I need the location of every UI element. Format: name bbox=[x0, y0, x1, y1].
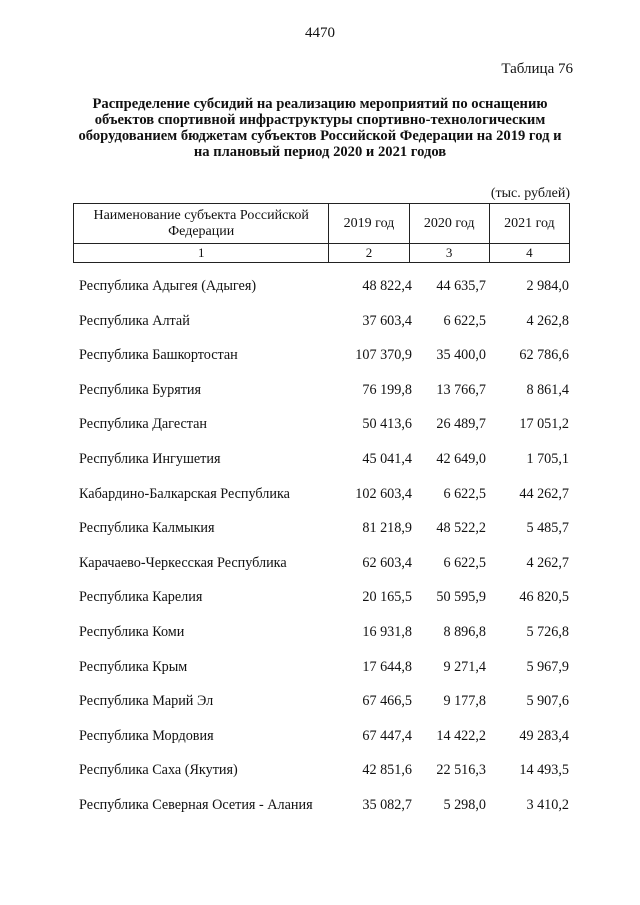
header-num-2: 2 bbox=[329, 244, 409, 263]
value-2021: 2 984,0 bbox=[526, 278, 569, 294]
units-label: (тыс. рублей) bbox=[490, 186, 570, 201]
subject-name: Кабардино-Балкарская Республика bbox=[79, 485, 290, 502]
subject-name: Республика Карелия bbox=[79, 589, 203, 606]
value-2019: 48 822,4 bbox=[362, 278, 412, 294]
value-2020: 44 635,7 bbox=[436, 278, 486, 294]
value-2021: 5 967,9 bbox=[526, 658, 569, 675]
value-2021: 4 262,8 bbox=[526, 312, 569, 329]
value-2020: 22 516,3 bbox=[436, 762, 486, 779]
value-2019: 67 466,5 bbox=[362, 693, 412, 710]
value-2019: 20 165,5 bbox=[362, 589, 412, 606]
subject-name: Республика Бурятия bbox=[79, 381, 202, 398]
value-2019: 102 603,4 bbox=[355, 485, 412, 502]
table-label: Таблица 76 bbox=[501, 61, 573, 77]
table-row bbox=[0, 685, 640, 720]
table-row bbox=[0, 547, 640, 582]
table-row bbox=[0, 512, 640, 547]
table-row bbox=[0, 754, 640, 789]
value-2021: 14 493,5 bbox=[519, 762, 569, 779]
table-row bbox=[0, 270, 640, 305]
table-row bbox=[0, 305, 640, 340]
value-2019: 81 218,9 bbox=[362, 520, 412, 537]
value-2019: 67 447,4 bbox=[362, 727, 412, 744]
document-title: Распределение субсидий на реализацию мероприятий по оснащению объектов спортивной инфраструктуры спортивно-технологическим оборудованием бюджетам субъектов Российской Федерации на 2019 год и на плановый период 2020 и 2021 годов bbox=[78, 96, 562, 160]
page-number: 4470 bbox=[305, 25, 335, 41]
subject-name: Республика Саха (Якутия) bbox=[79, 762, 238, 779]
value-2020: 48 522,2 bbox=[436, 520, 486, 537]
value-2020: 6 622,5 bbox=[443, 485, 486, 502]
value-2020: 8 896,8 bbox=[443, 623, 486, 640]
header-subject-name: Наименование субъекта Российской Федерации bbox=[74, 204, 329, 244]
table-row bbox=[0, 374, 640, 409]
subject-name: Карачаево-Черкесская Республика bbox=[79, 554, 287, 571]
subject-name: Республика Марий Эл bbox=[79, 693, 214, 710]
value-2019: 50 413,6 bbox=[362, 416, 412, 433]
value-2019: 37 603,4 bbox=[362, 312, 412, 329]
subject-name: Республика Калмыкия bbox=[79, 520, 215, 537]
value-2020: 26 489,7 bbox=[436, 416, 486, 433]
table-row bbox=[0, 408, 640, 443]
subject-name: Республика Северная Осетия - Алания bbox=[79, 796, 313, 813]
value-2019: 42 851,6 bbox=[362, 762, 412, 779]
header-num-1: 1 bbox=[74, 244, 329, 263]
value-2019: 76 199,8 bbox=[362, 381, 412, 398]
value-2019: 35 082,7 bbox=[362, 796, 412, 813]
subject-name: Республика Крым bbox=[79, 658, 188, 675]
table-body bbox=[0, 270, 640, 824]
value-2021: 5 907,6 bbox=[526, 693, 569, 710]
value-2019: 45 041,4 bbox=[362, 450, 412, 467]
value-2020: 14 422,2 bbox=[436, 727, 486, 744]
value-2021: 17 051,2 bbox=[519, 416, 569, 433]
value-2020: 42 649,0 bbox=[436, 450, 486, 467]
table-row bbox=[0, 339, 640, 374]
value-2021: 8 861,4 bbox=[526, 381, 569, 398]
table-row bbox=[0, 789, 640, 824]
table-row bbox=[0, 478, 640, 513]
value-2021: 1 705,1 bbox=[526, 450, 569, 467]
value-2021: 62 786,6 bbox=[519, 347, 569, 364]
value-2020: 50 595,9 bbox=[436, 589, 486, 606]
subject-name: Республика Башкортостан bbox=[79, 347, 238, 364]
subject-name: Республика Дагестан bbox=[79, 416, 208, 433]
value-2019: 107 370,9 bbox=[355, 347, 412, 364]
value-2021: 49 283,4 bbox=[519, 727, 569, 744]
value-2021: 5 726,8 bbox=[526, 623, 569, 640]
value-2021: 44 262,7 bbox=[519, 485, 569, 502]
value-2021: 5 485,7 bbox=[526, 520, 569, 537]
value-2019: 17 644,8 bbox=[362, 658, 412, 675]
subject-name: Республика Мордовия bbox=[79, 727, 214, 744]
value-2021: 3 410,2 bbox=[526, 796, 569, 813]
header-2019: 2019 год bbox=[329, 204, 409, 244]
header-2021: 2021 год bbox=[489, 204, 569, 244]
value-2020: 5 298,0 bbox=[443, 796, 486, 813]
value-2021: 4 262,7 bbox=[526, 554, 569, 571]
header-2020: 2020 год bbox=[409, 204, 489, 244]
value-2020: 9 271,4 bbox=[443, 658, 486, 675]
subject-name: Республика Алтай bbox=[79, 312, 190, 329]
value-2019: 62 603,4 bbox=[362, 554, 412, 571]
header-num-4: 4 bbox=[489, 244, 569, 263]
table-row bbox=[0, 616, 640, 651]
header-num-3: 3 bbox=[409, 244, 489, 263]
table-row bbox=[0, 581, 640, 616]
value-2021: 46 820,5 bbox=[519, 589, 569, 606]
value-2019: 16 931,8 bbox=[362, 623, 412, 640]
table-header bbox=[73, 203, 570, 263]
subject-name: Республика Коми bbox=[79, 623, 185, 640]
subject-name: Республика Ингушетия bbox=[79, 450, 221, 467]
value-2020: 6 622,5 bbox=[443, 312, 486, 329]
table-row bbox=[0, 651, 640, 686]
value-2020: 13 766,7 bbox=[436, 381, 486, 398]
table-row bbox=[0, 720, 640, 755]
value-2020: 9 177,8 bbox=[443, 693, 486, 710]
subject-name: Республика Адыгея (Адыгея) bbox=[79, 278, 257, 294]
value-2020: 6 622,5 bbox=[443, 554, 486, 571]
value-2020: 35 400,0 bbox=[436, 347, 486, 364]
table-row bbox=[0, 443, 640, 478]
